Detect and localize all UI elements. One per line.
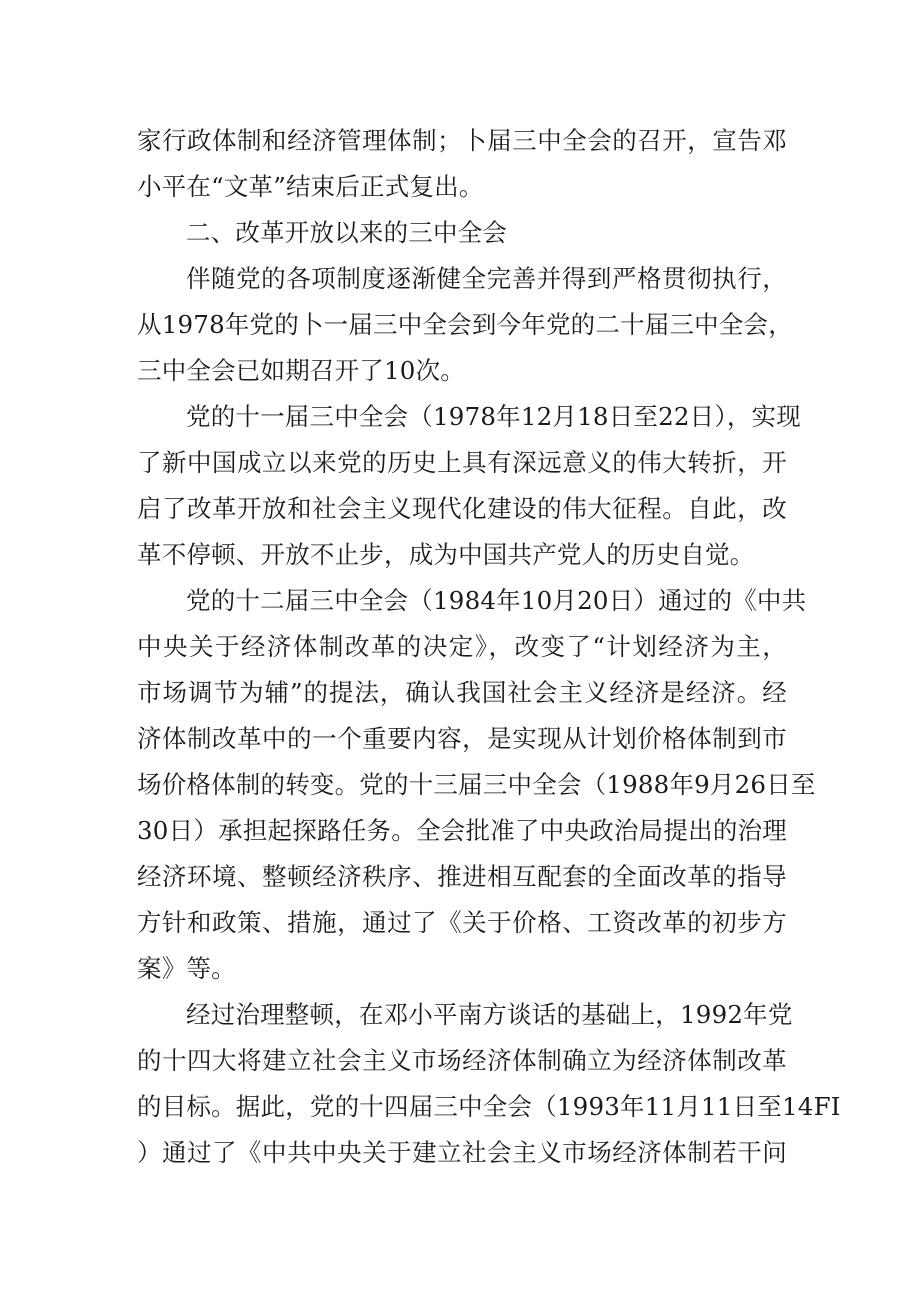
text-line: 二、改革开放以来的三中全会 xyxy=(186,218,508,247)
text-line: 党的十二届三中全会（1984年10月20日）通过的《中共 xyxy=(186,586,807,615)
text-line: 方针和政策、措施，通过了《关于价格、工资改革的初步方 xyxy=(137,908,787,937)
document-body xyxy=(137,118,841,1176)
text-line: ）通过了《中共中央关于建立社会主义市场经济体制若干问 xyxy=(137,1138,787,1167)
text-line: 小平在“文革”结束后正式复出。 xyxy=(137,172,484,201)
text-line: 经济环境、整顿经济秩序、推进相互配套的全面改革的指导 xyxy=(137,862,787,891)
text-line: 案》等。 xyxy=(137,954,236,983)
text-line: 济体制改革中的一个重要内容，是实现从计划价格体制到市 xyxy=(137,724,787,753)
text-line: 家行政体制和经济管理体制；卜届三中全会的召开，宣告邓 xyxy=(137,126,787,155)
text-line: 启了改革开放和社会主义现代化建设的伟大征程。自此，改 xyxy=(137,494,787,523)
text-line: 了新中国成立以来党的历史上具有深远意义的伟大转折，开 xyxy=(137,448,787,477)
text-line: 中央关于经济体制改革的决定》，改变了“计划经济为主， xyxy=(137,632,787,661)
text-line: 30日）承担起探路任务。全会批准了中央政治局提出的治理 xyxy=(137,816,787,845)
text-line: 三中全会已如期召开了10次。 xyxy=(137,356,465,385)
text-line: 党的十一届三中全会（1978年12月18日至22日），实现 xyxy=(186,402,801,431)
text-line: 市场调节为辅”的提法，确认我国社会主义经济是经济。经 xyxy=(137,678,787,707)
text-line: 场价格体制的转变。党的十三届三中全会（1988年9月26日至 xyxy=(137,770,816,799)
text-line: 革不停顿、开放不止步，成为中国共产党人的历史自觉。 xyxy=(137,540,755,569)
text-line: 经过治理整顿，在邓小平南方谈话的基础上，1992年党 xyxy=(186,1000,793,1029)
text-line: 的十四大将建立社会主义市场经济体制确立为经济体制改革 xyxy=(137,1046,787,1075)
text-line: 伴随党的各项制度逐渐健全完善并得到严格贯彻执行， xyxy=(186,264,787,293)
text-line: 从1978年党的卜一届三中全会到今年党的二十届三中全会， xyxy=(137,310,793,339)
text-line: 的目标。据此，党的十四届三中全会（1993年11月11日至14FI xyxy=(137,1092,841,1121)
